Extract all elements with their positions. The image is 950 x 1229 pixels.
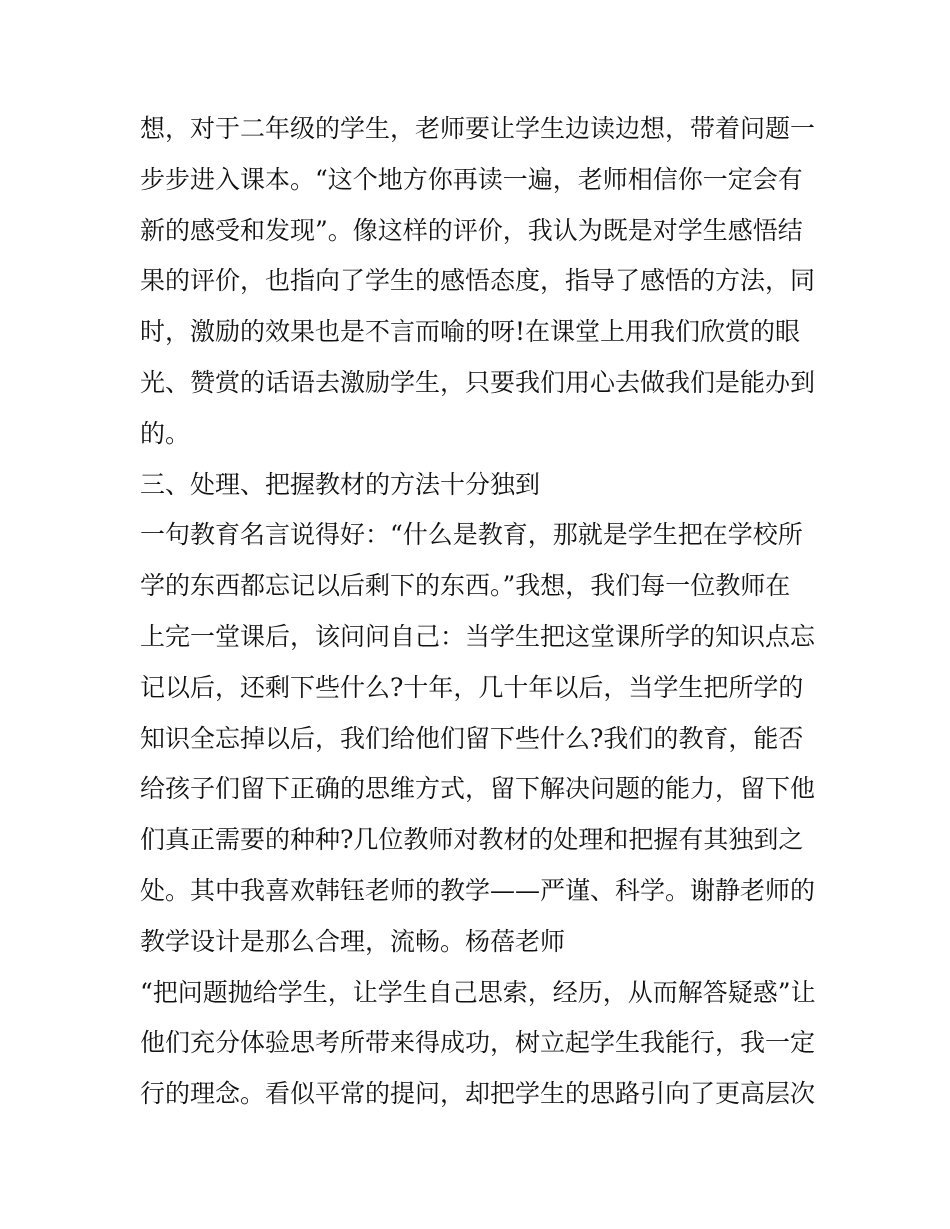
text-line: 记以后，还剩下些什么?十年，几十年以后，当学生把所学的 <box>140 672 804 702</box>
section-heading: 三、处理、把握教材的方法十分独到 <box>140 469 541 499</box>
text-line: 上完一堂课后，该问问自己：当学生把这堂课所学的知识点忘 <box>140 621 816 651</box>
text-line: 给孩子们留下正确的思维方式，留下解决问题的能力，留下他 <box>140 774 816 804</box>
text-line: 的。 <box>140 418 191 448</box>
text-line: 一句教育名言说得好：“什么是教育，那就是学生把在学校所 <box>140 520 803 550</box>
text-line: 学的东西都忘记以后剩下的东西。”我想，我们每一位教师在 <box>140 571 791 601</box>
text-line: 果的评价，也指向了学生的感悟态度，指导了感悟的方法，同 <box>140 266 816 296</box>
text-line: “把问题抛给学生，让学生自己思索，经历，从而解答疑惑”让 <box>140 977 816 1007</box>
text-line: 知识全忘掉以后，我们给他们留下些什么?我们的教育，能否 <box>140 723 804 753</box>
text-line: 行的理念。看似平常的提问，却把学生的思路引向了更高层次 <box>140 1079 816 1109</box>
text-line: 他们充分体验思考所带来得成功，树立起学生我能行，我一定 <box>140 1028 816 1058</box>
text-line: 时，激励的效果也是不言而喻的呀!在课堂上用我们欣赏的眼 <box>140 317 801 347</box>
text-line: 们真正需要的种种?几位教师对教材的处理和把握有其独到之 <box>140 825 804 855</box>
text-line: 处。其中我喜欢韩钰老师的教学——严谨、科学。谢静老师的 <box>140 875 816 905</box>
document-body-text <box>140 104 820 1120</box>
text-line: 步步进入课本。“这个地方你再读一遍，老师相信你一定会有 <box>140 164 803 194</box>
text-line: 光、赞赏的话语去激励学生，只要我们用心去做我们是能办到 <box>140 367 816 397</box>
text-line: 想，对于二年级的学生，老师要让学生边读边想，带着问题一 <box>140 114 816 143</box>
text-line: 新的感受和发现”。像这样的评价，我认为既是对学生感悟结 <box>140 215 803 245</box>
text-line: 教学设计是那么合理，流畅。杨蓓老师 <box>140 926 566 956</box>
